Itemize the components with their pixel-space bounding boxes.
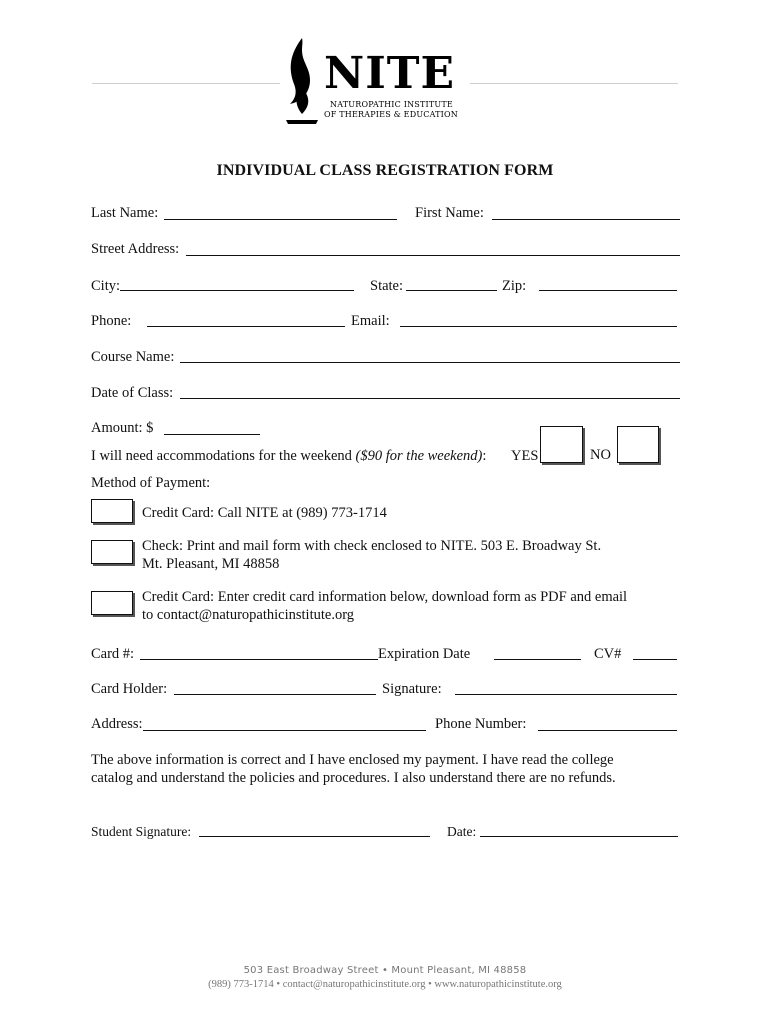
payment-option3-checkbox[interactable] (91, 591, 133, 615)
phone-label: Phone: (91, 313, 132, 329)
email-label: Email: (351, 313, 390, 329)
zip-field[interactable] (539, 290, 677, 291)
logo-subtitle-line1: NATUROPATHIC INSTITUTE (330, 100, 453, 109)
phone-field[interactable] (147, 326, 345, 327)
card-holder-label: Card Holder: (91, 681, 168, 697)
zip-label: Zip: (502, 278, 527, 294)
accommodation-colon: : (482, 448, 487, 464)
course-name-field[interactable] (180, 362, 680, 363)
state-field[interactable] (406, 290, 497, 291)
payment-option2-line1: Check: Print and mail form with check enclosed to NITE. 503 E. Broadway St. (142, 538, 602, 554)
footer-contact: (989) 773-1714 • contact@naturopathicinstitute.org • www.naturopathicinstitute.org (208, 979, 562, 990)
payment-option3-line2: to contact@naturopathicinstitute.org (142, 607, 355, 623)
no-label: NO (590, 447, 611, 463)
cv-field[interactable] (633, 659, 677, 660)
header-rule-left (92, 83, 280, 84)
payment-option2-checkbox[interactable] (91, 540, 133, 564)
footer-address: 503 East Broadway Street • Mount Pleasant, MI 48858 (243, 965, 527, 976)
street-address-field[interactable] (186, 255, 680, 256)
signature-field[interactable] (455, 694, 677, 695)
accommodation-question (91, 448, 486, 465)
expiration-date-label: Expiration Date (378, 646, 471, 662)
logo-wordmark: NITE (324, 48, 456, 99)
payment-option2-line2: Mt. Pleasant, MI 48858 (142, 556, 280, 572)
student-signature-label: Student Signature: (91, 824, 192, 839)
date-of-class-label: Date of Class: (91, 385, 174, 401)
last-name-field[interactable] (164, 219, 397, 220)
last-name-label: Last Name: (91, 205, 159, 221)
city-label: City: (91, 278, 121, 294)
phone-number-field[interactable] (538, 730, 677, 731)
card-number-field[interactable] (140, 659, 378, 660)
amount-label: Amount: $ (91, 420, 154, 436)
cv-label: CV# (594, 646, 622, 662)
billing-address-label: Address: (91, 716, 143, 732)
street-address-label: Street Address: (91, 241, 180, 257)
state-label: State: (370, 278, 404, 294)
date-of-class-field[interactable] (180, 398, 680, 399)
sign-date-label: Date: (447, 824, 477, 839)
student-signature-field[interactable] (199, 836, 430, 837)
agreement-statement-line1: The above information is correct and I have enclosed my payment. I have read the college (91, 752, 614, 768)
nite-logo (280, 36, 470, 128)
signature-label: Signature: (382, 681, 442, 697)
email-field[interactable] (400, 326, 677, 327)
accommodation-price: ($90 for the weekend) (355, 448, 483, 464)
card-number-label: Card #: (91, 646, 135, 662)
sign-date-field[interactable] (480, 836, 678, 837)
form-title: INDIVIDUAL CLASS REGISTRATION FORM (216, 162, 554, 179)
logo-subtitle-line2: OF THERAPIES & EDUCATION (324, 110, 458, 119)
flame-icon (280, 36, 326, 128)
course-name-label: Course Name: (91, 349, 175, 365)
first-name-label: First Name: (415, 205, 484, 221)
phone-number-label: Phone Number: (435, 716, 527, 732)
payment-option1-text: Credit Card: Call NITE at (989) 773-1714 (142, 505, 387, 521)
yes-label: YES (511, 448, 539, 464)
first-name-field[interactable] (492, 219, 680, 220)
billing-address-field[interactable] (143, 730, 426, 731)
accommodation-text: I will need accommodations for the weekend (91, 448, 356, 464)
agreement-statement-line2: catalog and understand the policies and procedures. I also understand there are no refunds. (91, 770, 616, 786)
expiration-date-field[interactable] (494, 659, 581, 660)
payment-method-label: Method of Payment: (91, 475, 211, 491)
payment-option1-checkbox[interactable] (91, 499, 133, 523)
card-holder-field[interactable] (174, 694, 376, 695)
city-field[interactable] (120, 290, 354, 291)
amount-field[interactable] (164, 434, 260, 435)
payment-option3-line1: Credit Card: Enter credit card information below, download form as PDF and email (142, 589, 628, 605)
header-rule-right (470, 83, 678, 84)
yes-checkbox[interactable] (540, 426, 583, 463)
no-checkbox[interactable] (617, 426, 659, 463)
